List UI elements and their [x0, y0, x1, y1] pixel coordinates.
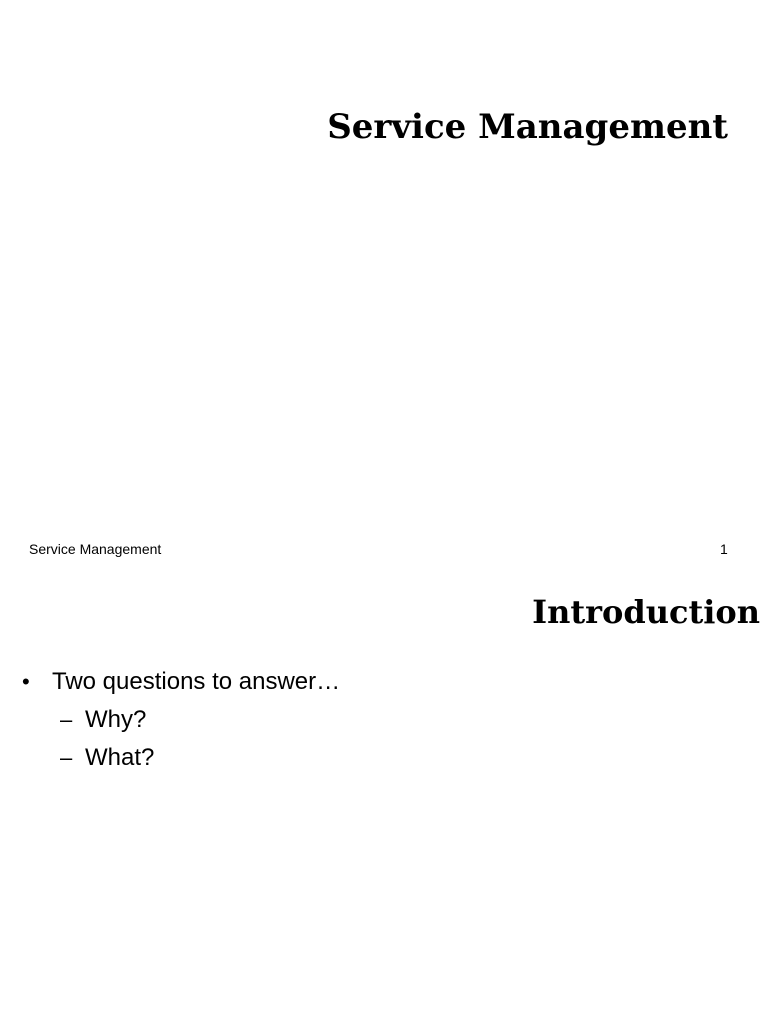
- sub-bullet-text: Why?: [85, 706, 147, 733]
- dash-marker: –: [60, 707, 73, 732]
- bullet-item: [22, 670, 340, 708]
- slide-title-introduction: Introduction: [532, 593, 760, 631]
- slide-page-number: 1: [720, 541, 728, 557]
- sub-bullet-item-what: [22, 746, 340, 784]
- bullet-marker: •: [22, 669, 30, 694]
- bullet-text: Two questions to answer…: [52, 668, 341, 695]
- slide-footer-text: Service Management: [29, 541, 162, 557]
- bullet-list: [22, 670, 340, 784]
- sub-bullet-item-why: [22, 708, 340, 746]
- sub-bullet-text: What?: [85, 744, 155, 771]
- dash-marker: –: [60, 745, 73, 770]
- slide-title: Service Management: [327, 107, 728, 147]
